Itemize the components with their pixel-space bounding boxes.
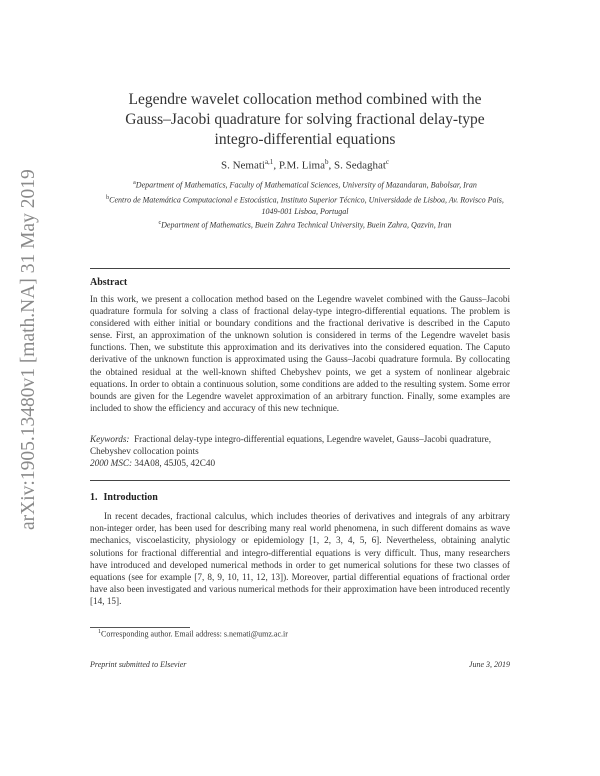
section-title: Introduction (103, 492, 158, 503)
footnote-text: Corresponding author. Email address: s.nemati@umz.ac.ir (101, 629, 288, 639)
affiliation-text: Centro de Matemática Computacional e Estocástica, Instituto Superior Técnico, Universidade de Lisboa, Av. Rovisco Pais, 1049-001 Lisboa, Portugal (109, 195, 504, 216)
section-heading (90, 492, 158, 503)
author-affil-mark: a,1 (264, 158, 274, 166)
abstract-text: In this work, we present a collocation method based on the Legendre wavelet combined with the Gauss–Jacobi quadrature formula for solving a class of fractional delay-type integro-differential equations. The problem is considered with either initial or boundary conditions and the fractional derivative is described in the Caputo sense. First, an approximation of the unknown solution is considered in terms of the Legendre wavelet basis functions. Then, we substitute this approximation and its derivatives into the considered equation. The Caputo derivative of the unknown function is approximated using the Gauss–Jacobi quadrature formula. By collocating the obtained residual at the well-known shifted Chebyshev points, we get a system of nonlinear algebraic equations. In order to obtain a continuous solution, some conditions are added to the resulting system. Some error bounds are given for the Legendre wavelet approximation of an arbitrary function. Finally, some examples are included to show the efficiency and accuracy of this new technique. (90, 294, 510, 413)
footer-date: June 3, 2019 (468, 660, 510, 669)
author-affil-mark: c (385, 158, 390, 166)
title-line: Legendre wavelet collocation method combined with the (128, 91, 482, 108)
introduction-paragraph: In recent decades, fractional calculus, which includes theories of derivatives and integrals of any arbitrary non-integer order, has been used for describing many real world phenomena, in such different domains as wave mechanics, viscoelasticity, physiology or epidemiology [1, 2, 3, 4, 5, 6]. Nevertheless, obtaining analytic solutions for fractional differential and integro-differential equations is very difficult. Thus, many researchers have introduced and developed numerical methods in order to get numerical solutions for these two classes of equations (see for example [7, 8, 9, 10, 11, 12, 13]). Moreover, partial differential equations of fractional order have also been investigated and various numerical methods for their approximation have been introduced recently [14, 15]. (90, 511, 510, 607)
title-line: Gauss–Jacobi quadrature for solving fractional delay-type (125, 111, 485, 128)
footnote-mark: 1 (98, 629, 101, 635)
abstract-heading: Abstract (90, 277, 128, 288)
msc-text: 34A08, 45J05, 42C40 (134, 458, 216, 468)
keywords-block (90, 433, 510, 469)
title-line: integro-differential equations (214, 131, 396, 148)
affiliation-text: Department of Mathematics, Buein Zahra Technical University, Buein Zahra, Qazvin, Iran (161, 220, 452, 230)
affiliation-mark: b (106, 195, 110, 201)
abstract-top-rule (90, 268, 510, 269)
author-name: S. Nemati (220, 159, 265, 172)
affiliation-text: Department of Mathematics, Faculty of Mathematical Sciences, University of Mazandaran, Babolsar, Iran (135, 180, 477, 190)
affiliation-mark: a (133, 180, 136, 186)
author-affil-mark: b (324, 158, 329, 166)
affiliation-mark: c (158, 220, 162, 226)
abstract-bottom-rule (90, 480, 510, 481)
keywords-label: Keywords: (90, 434, 130, 444)
footnote-rule (90, 627, 190, 628)
footer-preprint-note: Preprint submitted to Elsevier (90, 660, 187, 669)
affiliation (90, 218, 520, 231)
affiliation (105, 193, 505, 217)
arxiv-stamp: arXiv:1905.13480v1 [math.NA] 31 May 2019 (18, 169, 39, 531)
author-name: S. Sedaghat (333, 159, 386, 172)
author-name: P.M. Lima (278, 159, 325, 172)
author-list: S. Nemati$^{a,1}$, P.M. Lima$^b$, S. Sedaghat$^c$ (220, 158, 390, 172)
section-number: 1. (90, 492, 98, 503)
msc-label: 2000 MSC: (90, 458, 133, 468)
affiliation (90, 178, 520, 191)
paper-title (100, 90, 510, 150)
keywords-text: Fractional delay-type integro-differential equations, Legendre wavelet, Gauss–Jacobi quadrature, Chebyshev collocation points (90, 434, 492, 456)
footnote (98, 629, 288, 639)
